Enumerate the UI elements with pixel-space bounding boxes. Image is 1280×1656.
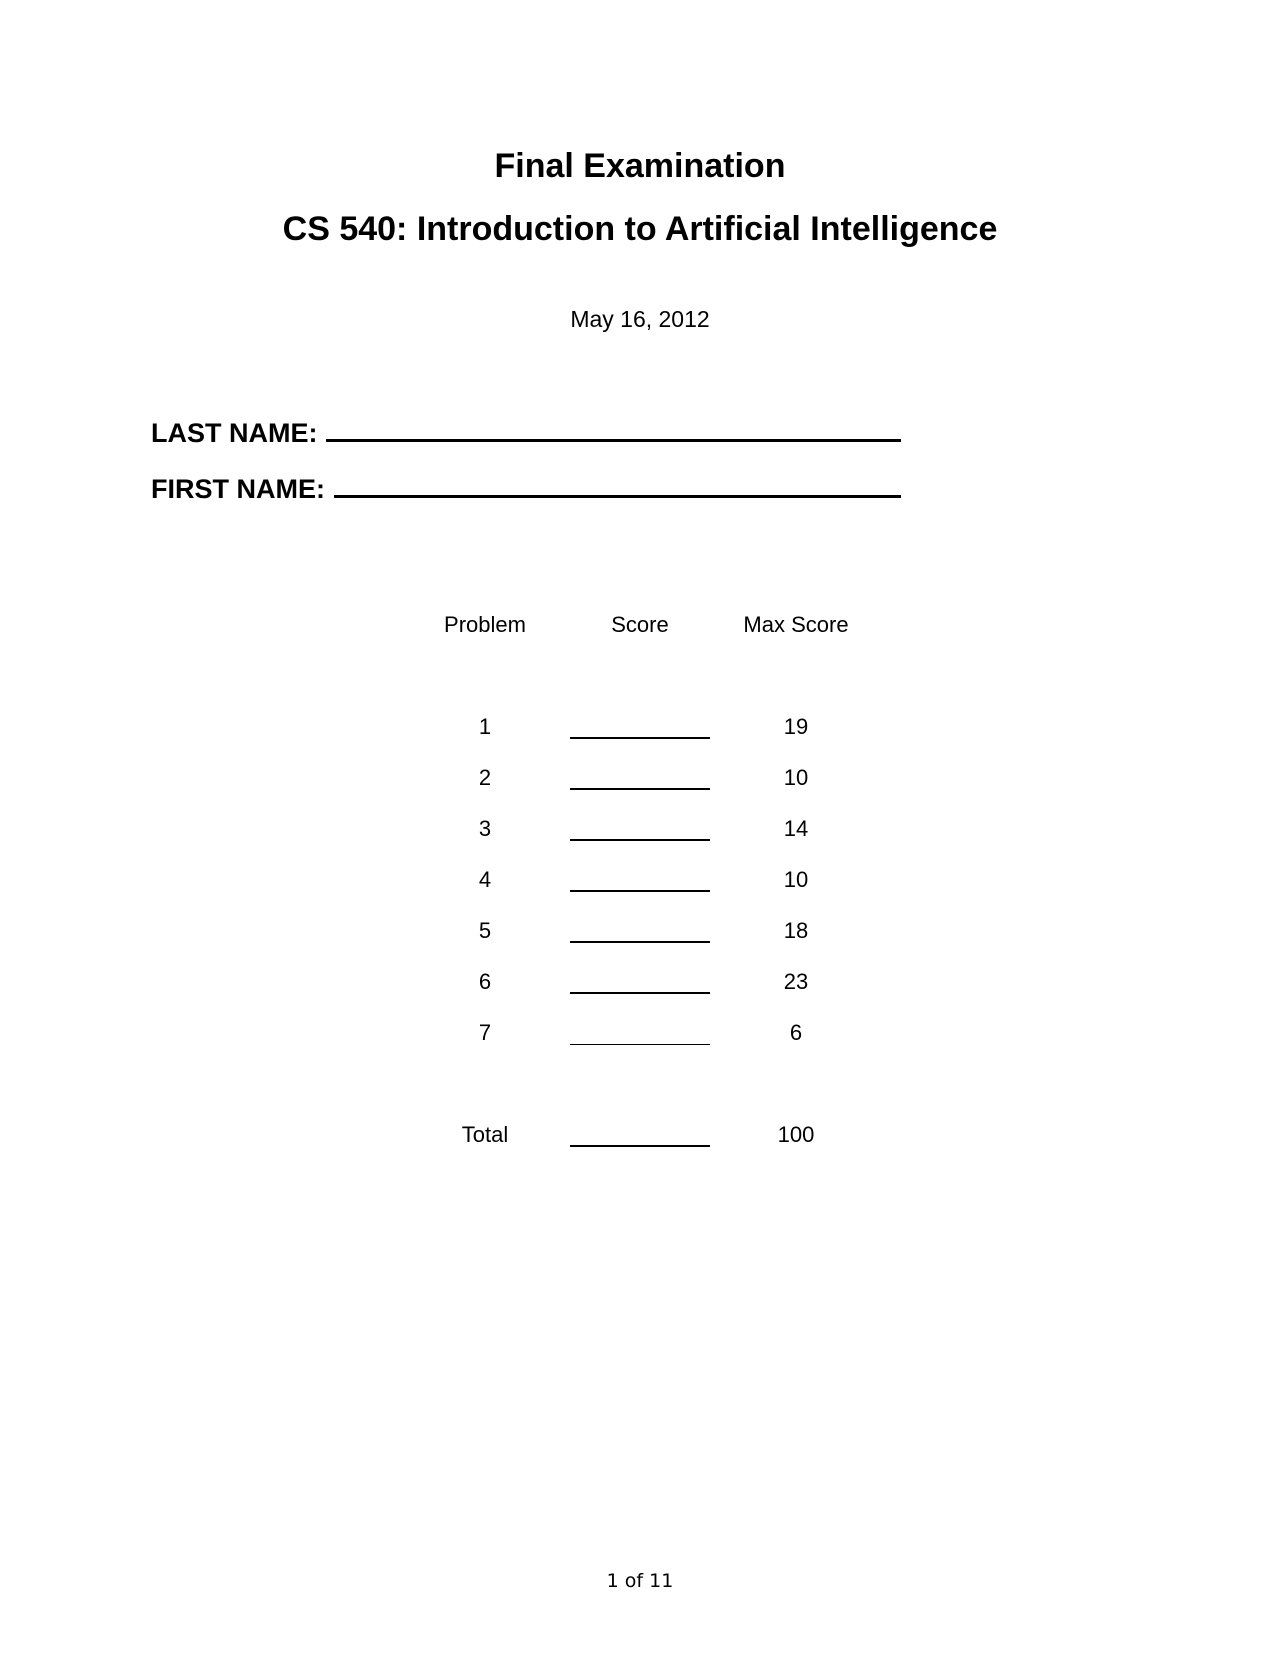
column-header-max-score: Max Score <box>743 612 849 637</box>
score-blank <box>570 788 710 790</box>
course-title: CS 540: Introduction to Artificial Intelligence <box>282 210 998 248</box>
problem-number: 2 <box>478 765 492 790</box>
problem-number: 1 <box>478 714 492 739</box>
max-score: 18 <box>783 918 809 943</box>
max-score: 19 <box>783 714 809 739</box>
max-score: 23 <box>783 969 809 994</box>
problem-number: 4 <box>478 867 492 892</box>
score-blank <box>570 992 710 994</box>
first-name-blank <box>334 495 901 498</box>
total-max-score: 100 <box>777 1122 815 1147</box>
last-name-field <box>151 413 317 449</box>
page-number: 1 of 11 <box>606 1570 674 1592</box>
last-name-blank <box>326 439 901 442</box>
max-score: 10 <box>783 867 809 892</box>
last-name-label: LAST NAME: <box>151 418 318 448</box>
score-blank <box>570 839 710 841</box>
score-blank <box>570 890 710 892</box>
column-header-problem: Problem <box>444 612 526 637</box>
total-score-blank <box>570 1145 710 1147</box>
score-blank <box>570 737 710 739</box>
exam-title: Final Examination <box>494 147 786 185</box>
total-label: Total <box>461 1122 509 1147</box>
max-score: 10 <box>783 765 809 790</box>
first-name-label: FIRST NAME: <box>151 474 325 504</box>
score-blank <box>570 1044 710 1045</box>
exam-date: May 16, 2012 <box>570 306 710 332</box>
problem-number: 3 <box>478 816 492 841</box>
first-name-field <box>151 469 325 505</box>
column-header-score: Score <box>611 612 669 637</box>
score-blank <box>570 941 710 943</box>
problem-number: 7 <box>478 1020 492 1045</box>
max-score: 6 <box>789 1020 803 1045</box>
max-score: 14 <box>783 816 809 841</box>
problem-number: 6 <box>478 969 492 994</box>
problem-number: 5 <box>478 918 492 943</box>
